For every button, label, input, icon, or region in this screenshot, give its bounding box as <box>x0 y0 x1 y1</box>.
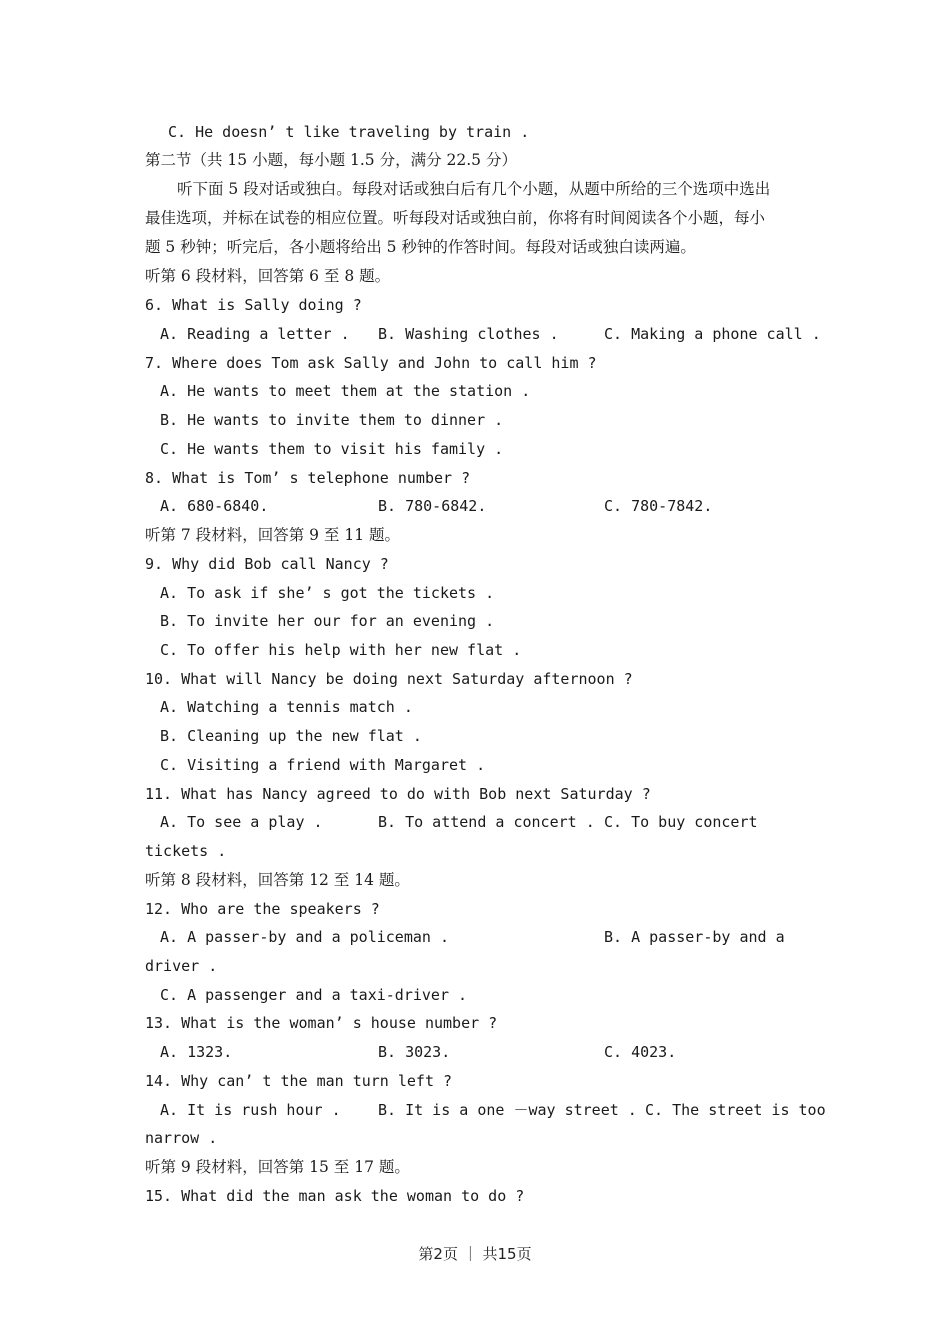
text-line: C. He doesn’ t like traveling by train . <box>168 123 530 141</box>
text-line: 听下面 5 段对话或独白。每段对话或独白后有几个小题，从题中所给的三个选项中选出 <box>177 180 771 198</box>
text-line: C. 4023. <box>604 1043 677 1061</box>
text-line: C. A passenger and a taxi-driver . <box>160 986 468 1004</box>
text-line: tickets . <box>145 842 227 860</box>
text-line: 11. What has Nancy agreed to do with Bob next Saturday ? <box>145 785 651 803</box>
text-line: C. Visiting a friend with Margaret . <box>160 756 486 774</box>
text-line: 9. Why did Bob call Nancy ? <box>145 555 389 573</box>
text-line: 12. Who are the speakers ? <box>145 900 380 918</box>
text-line: A. A passer-by and a policeman . <box>160 928 449 946</box>
text-line: 最佳选项，并标在试卷的相应位置。听每段对话或独白前，你将有时间阅读各个小题，每小 <box>145 209 766 227</box>
text-line: 听第 6 段材料，回答第 6 至 8 题。 <box>145 267 391 285</box>
text-line: C. Making a phone call . <box>604 325 821 343</box>
text-line: B. It is a one －way street . <box>378 1101 637 1119</box>
text-line: C. He wants them to visit his family . <box>160 440 504 458</box>
text-line: 7. Where does Tom ask Sally and John to call him ? <box>145 354 597 372</box>
text-line: 听第 9 段材料，回答第 15 至 17 题。 <box>145 1158 410 1176</box>
text-line: narrow . <box>145 1129 218 1147</box>
text-line: C. To buy concert <box>604 813 758 831</box>
text-line: 14. Why can’ t the man turn left ? <box>145 1072 453 1090</box>
text-line: A. To ask if she’ s got the tickets . <box>160 584 495 602</box>
text-line: A. Reading a letter . <box>160 325 350 343</box>
text-line: 听第 8 段材料，回答第 12 至 14 题。 <box>145 871 410 889</box>
text-line: 听第 7 段材料，回答第 9 至 11 题。 <box>145 526 401 544</box>
page-footer: 第2页 ｜ 共15页 <box>418 1245 532 1263</box>
text-line: B. 3023. <box>378 1043 451 1061</box>
text-line: 13. What is the woman’ s house number ? <box>145 1014 498 1032</box>
text-line: A. 680-6840. <box>160 497 269 515</box>
text-line: B. Washing clothes . <box>378 325 559 343</box>
text-line: B. To attend a concert . <box>378 813 595 831</box>
text-line: B. To invite her our for an evening . <box>160 612 495 630</box>
text-line: B. A passer-by and a <box>604 928 785 946</box>
text-line: A. He wants to meet them at the station . <box>160 382 531 400</box>
text-line: 题 5 秒钟；听完后，各小题将给出 5 秒钟的作答时间。每段对话或独白读两遍。 <box>145 238 696 256</box>
text-line: 10. What will Nancy be doing next Saturday afternoon ? <box>145 670 633 688</box>
text-line: 第二节（共 15 小题，每小题 1.5 分，满分 22.5 分） <box>145 151 517 169</box>
text-line: A. 1323. <box>160 1043 233 1061</box>
text-line: A. Watching a tennis match . <box>160 698 413 716</box>
text-line: A. It is rush hour . <box>160 1101 341 1119</box>
text-line: A. To see a play . <box>160 813 323 831</box>
text-line: C. 780-7842. <box>604 497 713 515</box>
text-line: B. He wants to invite them to dinner . <box>160 411 504 429</box>
text-line: C. The street is too <box>645 1101 826 1119</box>
text-line: 6. What is Sally doing ? <box>145 296 362 314</box>
text-line: B. 780-6842. <box>378 497 487 515</box>
text-line: B. Cleaning up the new flat . <box>160 727 422 745</box>
text-line: 8. What is Tom’ s telephone number ? <box>145 469 471 487</box>
text-line: driver . <box>145 957 218 975</box>
text-line: C. To offer his help with her new flat . <box>160 641 522 659</box>
text-line: 15. What did the man ask the woman to do ? <box>145 1187 525 1205</box>
